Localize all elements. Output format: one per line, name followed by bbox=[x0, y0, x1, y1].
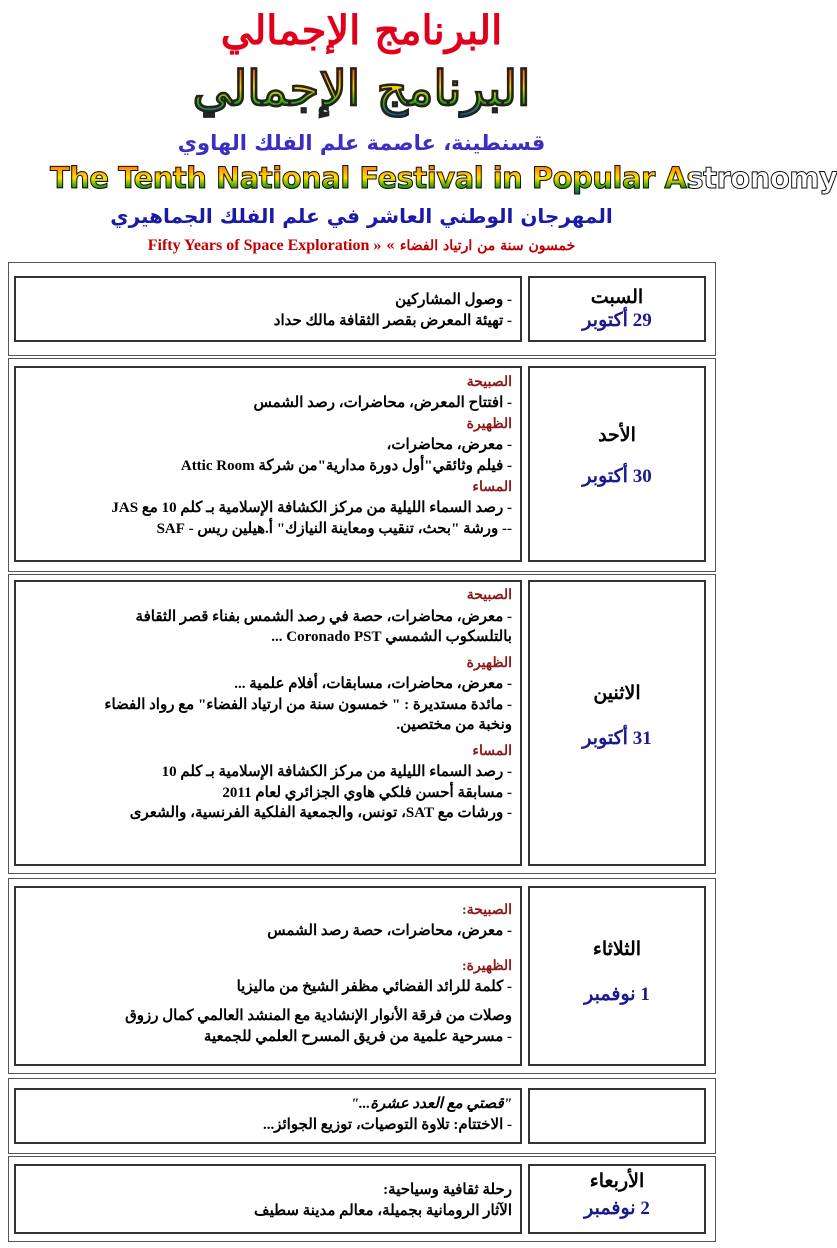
sunday-day-cell bbox=[528, 366, 706, 562]
tagline bbox=[0, 235, 723, 257]
monday-content bbox=[14, 580, 522, 866]
list-item: - معرض، محاضرات، حصة رصد الشمس bbox=[267, 923, 512, 939]
tuesday-day-cell bbox=[528, 886, 706, 1066]
list-item: - فيلم وثائقي"أول دورة مدارية"من شركة Attic Room bbox=[180, 458, 512, 474]
day-date: 31 أكتوبر bbox=[582, 728, 652, 749]
day-name: الثلاثاء bbox=[592, 939, 642, 960]
wednesday-content bbox=[14, 1164, 522, 1234]
day-date: 1 نوفمبر bbox=[584, 984, 650, 1005]
monday-day-cell bbox=[528, 580, 706, 866]
saturday-content bbox=[14, 276, 522, 342]
day-name: السبت bbox=[590, 287, 644, 308]
list-item: - مسابقة أحسن فلكي هاوي الجزائري لعام 2011 bbox=[222, 784, 512, 801]
list-item: - كلمة للرائد الفضائي مظفر الشيخ من ماليزيا bbox=[236, 979, 512, 995]
page-title: البرنامج الإجمالي bbox=[220, 7, 503, 54]
list-item: رحلة ثقافية وسياحية: bbox=[383, 1182, 512, 1198]
sunday-content bbox=[14, 366, 522, 562]
list-item: -- ورشة "بحث، تنقيب ومعاينة النيازك" أ.هيلين ريس - SAF bbox=[156, 521, 512, 537]
list-item: ونخبة من مختصين. bbox=[396, 717, 512, 733]
day-name: الأحد bbox=[598, 425, 636, 446]
list-item: - رصد السماء الليلية من مركز الكشافة الإسلامية بـ كلم 10 bbox=[161, 764, 512, 780]
english-festival-title: The Tenth National Festival in Popular Astronomy bbox=[50, 158, 690, 198]
list-item: - رصد السماء الليلية من مركز الكشافة الإسلامية بـ كلم 10 مع JAS bbox=[111, 500, 512, 516]
list-item: - معرض، محاضرات، حصة في رصد الشمس بفناء قصر الثقافة bbox=[135, 608, 512, 625]
section-afternoon: الظهيرة bbox=[466, 417, 512, 432]
tuesday-content bbox=[14, 886, 522, 1066]
list-item: - ورشات مع SAT، تونس، والجمعية الفلكية الفرنسية، والشعرى bbox=[129, 805, 512, 821]
list-item: - تهيئة المعرض بقصر الثقافة مالك حداد bbox=[273, 313, 512, 329]
list-item: - وصول المشاركين bbox=[395, 292, 512, 308]
section-evening: المساء bbox=[472, 743, 512, 759]
day-name: الاثنين bbox=[593, 683, 641, 704]
list-item: - معرض، محاضرات، bbox=[386, 437, 512, 453]
list-item: "قصتي مع العدد عشرة..." bbox=[350, 1096, 512, 1112]
closing-day-cell bbox=[528, 1088, 706, 1144]
list-item: الآثار الرومانية بجميلة، معالم مدينة سطيف bbox=[254, 1203, 512, 1219]
saturday-day-cell bbox=[528, 276, 706, 342]
tagline-arabic: « خمسون سنة من ارتياد الفضاء bbox=[386, 238, 576, 254]
arabic-festival-title: المهرجان الوطني العاشر في علم الفلك الجماهيري bbox=[110, 204, 613, 228]
tagline-english: Fifty Years of Space Exploration » bbox=[147, 237, 382, 254]
list-item: - مسرحية علمية من فريق المسرح العلمي للجمعية bbox=[203, 1029, 512, 1045]
list-item: - معرض، محاضرات، مسابقات، أفلام علمية ... bbox=[234, 676, 512, 692]
section-morning: الصبيحة bbox=[466, 588, 512, 603]
list-item: بالتلسكوب الشمسي Coronado PST ... bbox=[271, 629, 512, 645]
list-item: - مائدة مستديرة : " خمسون سنة من ارتياد الفضاء" مع رواد الفضاء bbox=[104, 696, 512, 713]
list-item: - افتتاح المعرض، محاضرات، رصد الشمس bbox=[253, 395, 512, 411]
closing-content bbox=[14, 1088, 522, 1144]
section-evening: المساء bbox=[472, 480, 512, 495]
wednesday-day-cell bbox=[528, 1164, 706, 1234]
section-morning: الصبيحة: bbox=[462, 903, 512, 918]
page-title-rainbow: البرنامج الإجمالي bbox=[130, 58, 593, 120]
day-date: 30 أكتوبر bbox=[582, 466, 652, 487]
section-afternoon: الظهيرة: bbox=[461, 959, 512, 974]
section-morning: الصبيحة bbox=[466, 375, 512, 390]
list-item: وصلات من فرقة الأنوار الإنشادية مع المنشد العالمي كمال رزوق bbox=[125, 1008, 512, 1024]
day-date: 29 أكتوبر bbox=[582, 310, 652, 331]
section-afternoon: الظهيرة bbox=[466, 655, 512, 671]
subtitle: قسنطينة، عاصمة علم الفلك الهاوي bbox=[177, 131, 546, 155]
list-item: - الاختتام: تلاوة التوصيات، توزيع الجوائز... bbox=[262, 1117, 512, 1133]
day-date: 2 نوفمبر bbox=[584, 1198, 650, 1219]
day-name: الأربعاء bbox=[589, 1171, 645, 1192]
